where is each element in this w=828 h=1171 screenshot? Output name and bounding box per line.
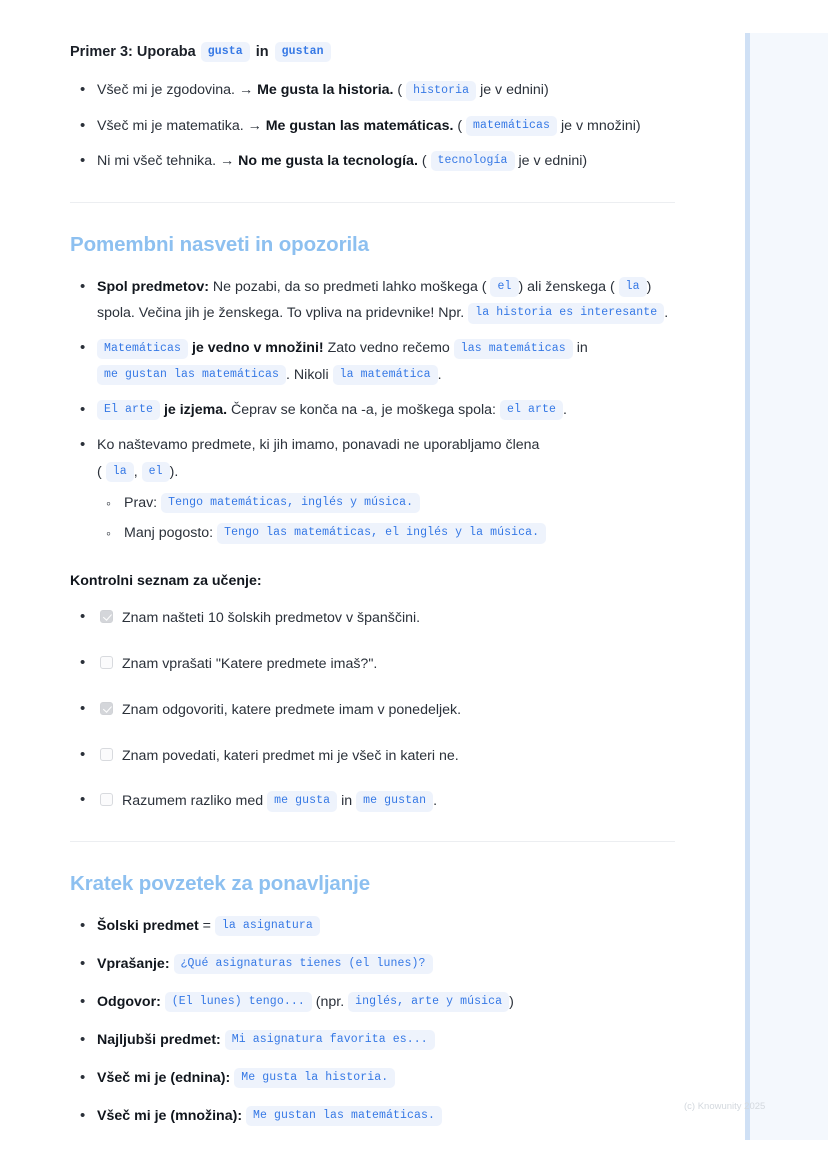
sub-label: Manj pogosto: — [124, 525, 214, 542]
checklist-item-label: Znam vprašati "Katere predmete imaš?". — [122, 656, 378, 673]
code-chip-me-gustan: me gustan — [356, 791, 433, 811]
summary-label: Všeč mi je (množina): — [97, 1107, 243, 1124]
tip-text-a: Ne pozabi, da so predmeti lahko moškega ( — [208, 278, 487, 295]
tip-text-c: . Nikoli — [286, 366, 329, 383]
tip-text-b: in — [576, 340, 588, 357]
code-chip-me-gusta-la-historia: Me gusta la historia. — [234, 1068, 395, 1088]
checklist-item — [70, 745, 675, 768]
list-item — [70, 77, 675, 103]
code-chip-matematicas-subject: Matemáticas — [97, 339, 188, 359]
tip-label: Spol predmetov: — [97, 278, 209, 295]
code-chip-la-asignatura: la asignatura — [215, 916, 320, 936]
tip-text-a: Ko naštevamo predmete, ki jih imamo, ponavadi ne uporabljamo člena — [97, 437, 540, 454]
code-chip-el-lunes-tengo: (El lunes) tengo... — [165, 992, 312, 1012]
list-item-tip-articles — [70, 432, 675, 547]
sub-list-item-less-common — [97, 519, 675, 547]
learning-checklist — [70, 607, 675, 813]
code-chip-la: la — [619, 277, 647, 297]
checklist-conjunction: in — [341, 793, 353, 810]
example-note: je v ednini) — [518, 153, 588, 169]
summary-extra-text: (npr. — [315, 993, 345, 1010]
code-chip-me-gustan-las-matematicas: me gustan las matemáticas — [97, 365, 286, 385]
summary-item-like-plural — [70, 1103, 675, 1130]
checklist-item-label: Razumem razliko med — [122, 793, 264, 810]
checklist-item — [70, 699, 675, 722]
example-title-text: Primer 3: Uporaba — [70, 44, 196, 60]
example-note: je v množini) — [561, 117, 641, 134]
tip-text-b: ) ali ženskega ( — [518, 278, 615, 295]
checkbox-checked-icon[interactable] — [100, 610, 113, 623]
list-item-tip-arte — [70, 397, 675, 423]
example-title-conjunction: in — [255, 44, 269, 60]
code-chip-las-matematicas: las matemáticas — [454, 339, 573, 359]
scrollbar-thumb[interactable] — [745, 33, 750, 1140]
summary-label: Najljubši predmet: — [97, 1031, 221, 1048]
code-chip-la-article: la — [106, 462, 134, 482]
checklist-item — [70, 790, 675, 813]
list-item-tip-plural — [70, 335, 675, 388]
section-heading-tips: Pomembni nasveti in opozorila — [70, 233, 369, 257]
summary-label: Odgovor: — [97, 993, 161, 1010]
paren-close: ). — [169, 463, 179, 480]
paren-open: ( — [397, 82, 403, 99]
summary-label: Všeč mi je (ednina): — [97, 1069, 231, 1086]
example-note: je v ednini) — [480, 82, 549, 99]
checklist-heading: Kontrolni seznam za učenje: — [70, 572, 262, 589]
section-divider — [70, 202, 675, 203]
summary-item-subject — [70, 913, 675, 940]
paren-open: ( — [421, 153, 427, 169]
tip-text-a: Čeprav se konča na -a, je moškega spola: — [227, 402, 496, 419]
checkbox-unchecked-icon[interactable] — [100, 748, 113, 761]
checklist-item-label: Znam odgovoriti, katere predmete imam v ponedeljek. — [122, 701, 462, 718]
example-slovene: Všeč mi je zgodovina. → — [97, 82, 258, 99]
summary-item-favorite — [70, 1027, 675, 1054]
code-chip-el-arte-result: el arte — [500, 400, 563, 420]
tips-list — [70, 274, 675, 548]
checkbox-checked-icon[interactable] — [100, 702, 113, 715]
summary-connector: = — [202, 917, 211, 934]
paren-open: ( — [97, 463, 102, 480]
list-item — [70, 148, 675, 174]
code-chip-la-historia-es-interesante: la historia es interesante — [468, 303, 664, 323]
code-chip-la-matematica: la matemática — [333, 365, 438, 385]
tip-text-b: . — [562, 402, 567, 419]
example-block-title — [70, 41, 675, 63]
tip-sublist — [97, 489, 675, 548]
checklist-item-label: Znam povedati, kateri predmet mi je všeč in kateri ne. — [122, 747, 459, 764]
example-slovene: Ni mi všeč tehnika. → — [97, 153, 239, 169]
summary-label: Šolski predmet — [97, 917, 199, 934]
checkbox-unchecked-icon[interactable] — [100, 793, 113, 806]
checklist-item-label: Znam našteti 10 šolskih predmetov v španščini. — [122, 610, 421, 627]
code-chip-mi-asignatura-favorita: Mi asignatura favorita es... — [225, 1030, 435, 1050]
code-chip-gustan: gustan — [275, 42, 331, 62]
list-item — [70, 113, 675, 139]
tip-label: je vedno v množini! — [191, 340, 324, 357]
copyright-watermark: (c) Knowunity 2025 — [684, 1101, 766, 1112]
tip-text-a: Zato vedno rečemo — [323, 340, 450, 357]
checklist-period: . — [433, 793, 438, 810]
checkbox-unchecked-icon[interactable] — [100, 656, 113, 669]
code-chip-tengo-correct: Tengo matemáticas, inglés y música. — [161, 493, 420, 513]
code-chip-el: el — [490, 277, 518, 297]
code-chip-me-gustan-las-matematicas: Me gustan las matemáticas. — [246, 1106, 442, 1126]
code-chip-matematicas: matemáticas — [466, 116, 557, 136]
example-spanish: Me gusta la historia. — [257, 82, 394, 99]
paren-open: ( — [457, 117, 463, 134]
tip-text-d: . — [664, 305, 669, 322]
summary-item-question — [70, 951, 675, 978]
code-chip-tengo-less-common: Tengo las matemáticas, el inglés y la música. — [217, 523, 546, 543]
summary-item-answer — [70, 989, 675, 1016]
example-spanish: Me gustan las matemáticas. — [265, 117, 454, 134]
checklist-item — [70, 653, 675, 676]
code-chip-el-article: el — [142, 462, 170, 482]
tip-text-c: ) spola. Večina jih je ženskega. To vpliva na pridevnike! Npr. — [97, 278, 652, 322]
code-chip-historia: historia — [406, 81, 476, 101]
summary-item-like-singular — [70, 1065, 675, 1092]
sub-label: Prav: — [124, 494, 158, 511]
example-spanish: No me gusta la tecnología. — [238, 153, 418, 169]
comma: , — [133, 463, 138, 480]
section-heading-summary: Kratek povzetek za ponavljanje — [70, 871, 371, 895]
scrollbar-track[interactable] — [745, 33, 828, 1140]
example-list — [70, 77, 675, 174]
code-chip-gusta: gusta — [201, 42, 250, 62]
section-divider-2 — [70, 841, 675, 842]
summary-list — [70, 913, 675, 1130]
tip-label: je izjema. — [163, 402, 228, 419]
code-chip-me-gusta: me gusta — [267, 791, 337, 811]
tip-text-d: . — [437, 366, 442, 383]
code-chip-el-arte-subject: El arte — [97, 400, 160, 420]
example-slovene: Všeč mi je matematika. → — [97, 117, 266, 134]
code-chip-que-asignaturas: ¿Qué asignaturas tienes (el lunes)? — [174, 954, 433, 974]
code-chip-tecnologia: tecnología — [431, 151, 515, 171]
summary-extra-tail: ) — [509, 993, 514, 1010]
sub-list-item-correct — [97, 489, 675, 517]
list-item-tip-gender — [70, 274, 675, 327]
summary-label: Vprašanje: — [97, 955, 170, 972]
code-chip-ingles-arte-musica: inglés, arte y música — [348, 992, 509, 1012]
checklist-item — [70, 607, 675, 630]
